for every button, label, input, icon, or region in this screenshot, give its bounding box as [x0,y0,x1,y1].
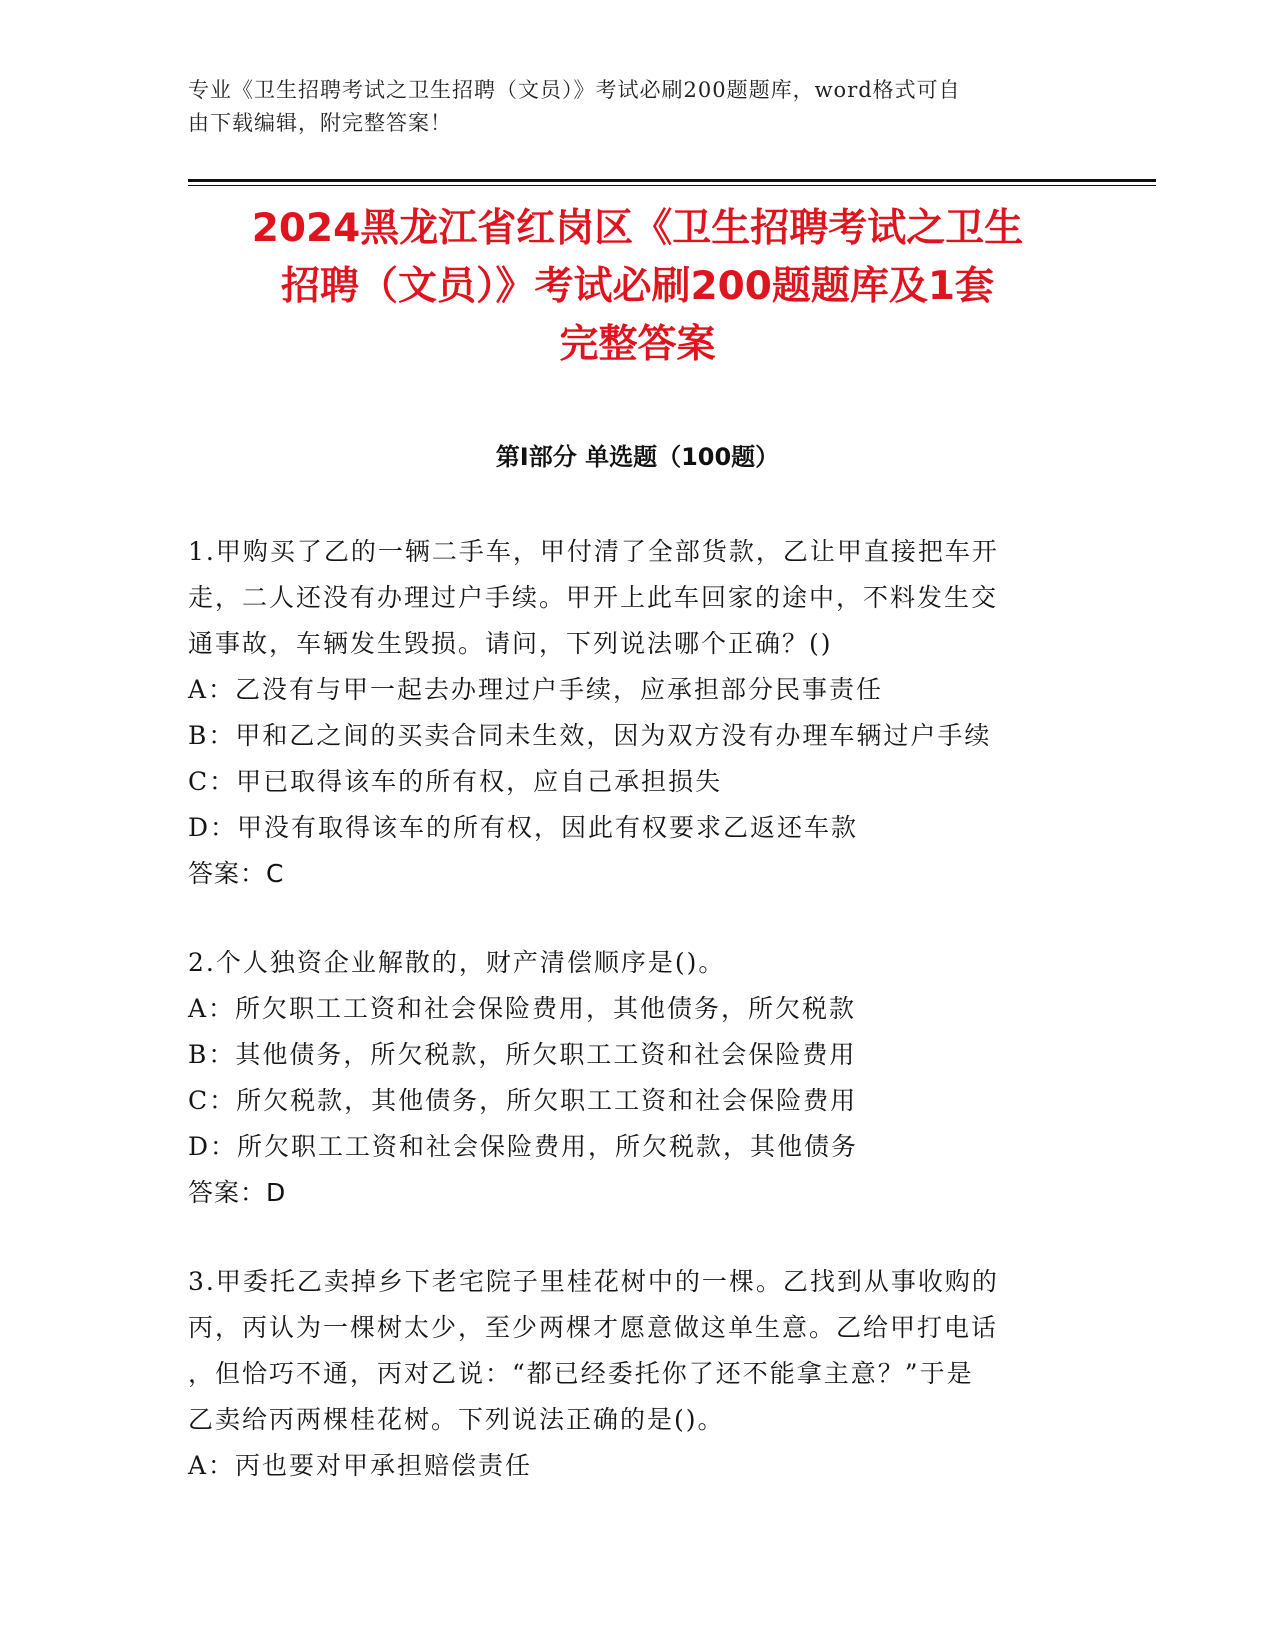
question-stem-line: 走，二人还没有办理过户手续。甲开上此车回家的途中，不料发生交 [188,583,999,612]
question-stem-line: 1.甲购买了乙的一辆二手车，甲付清了全部货款，乙让甲直接把车开 [188,537,999,566]
question-list [188,529,1068,1532]
header-note [188,74,1088,140]
title-line: 2024黑龙江省红岗区《卫生招聘考试之卫生 [251,206,1024,251]
question-stem-line: 2.个人独资企业解散的，财产清偿顺序是()。 [188,948,726,977]
option-c: C：甲已取得该车的所有权，应自己承担损失 [188,767,723,796]
document-title [150,200,1125,374]
question-stem-line: 丙，丙认为一棵树太少，至少两棵才愿意做这单生意。乙给甲打电话 [188,1313,999,1342]
answer-label: 答案：C [188,859,285,888]
header-note-line: 专业《卫生招聘考试之卫生招聘（文员）》考试必刷200题题库，word格式可自 [188,78,961,102]
question-stem-line: 通事故，车辆发生毁损。请问，下列说法哪个正确？() [188,629,833,658]
header-note-line: 由下载编辑，附完整答案！ [188,111,452,135]
question-1 [188,529,1068,897]
option-a: A：乙没有与甲一起去办理过户手续，应承担部分民事责任 [188,675,884,704]
option-d: D：所欠职工工资和社会保险费用，所欠税款，其他债务 [188,1132,859,1161]
section-heading: 第Ⅰ部分 单选题（100题） [495,443,780,471]
option-d: D：甲没有取得该车的所有权，因此有权要求乙返还车款 [188,813,859,842]
title-line: 完整答案 [559,322,716,367]
option-c: C：所欠税款，其他债务，所欠职工工资和社会保险费用 [188,1086,858,1115]
question-stem-line: 3.甲委托乙卖掉乡下老宅院子里桂花树中的一棵。乙找到从事收购的 [188,1267,999,1296]
question-stem-line: ，但恰巧不通，丙对乙说：“都已经委托你了还不能拿主意？”于是 [188,1359,974,1388]
question-3 [188,1259,1068,1489]
option-b: B：其他债务，所欠税款，所欠职工工资和社会保险费用 [188,1040,857,1069]
question-2 [188,940,1068,1216]
option-b: B：甲和乙之间的买卖合同未生效，因为双方没有办理车辆过户手续 [188,721,992,750]
option-a: A：丙也要对甲承担赔偿责任 [188,1451,533,1480]
title-line: 招聘（文员）》考试必刷200题题库及1套 [280,264,995,309]
header-divider-thin [188,185,1156,186]
question-stem-line: 乙卖给丙两棵桂花树。下列说法正确的是()。 [188,1405,725,1434]
option-a: A：所欠职工工资和社会保险费用，其他债务，所欠税款 [188,994,857,1023]
answer-label: 答案：D [188,1178,287,1207]
header-divider [188,179,1156,182]
